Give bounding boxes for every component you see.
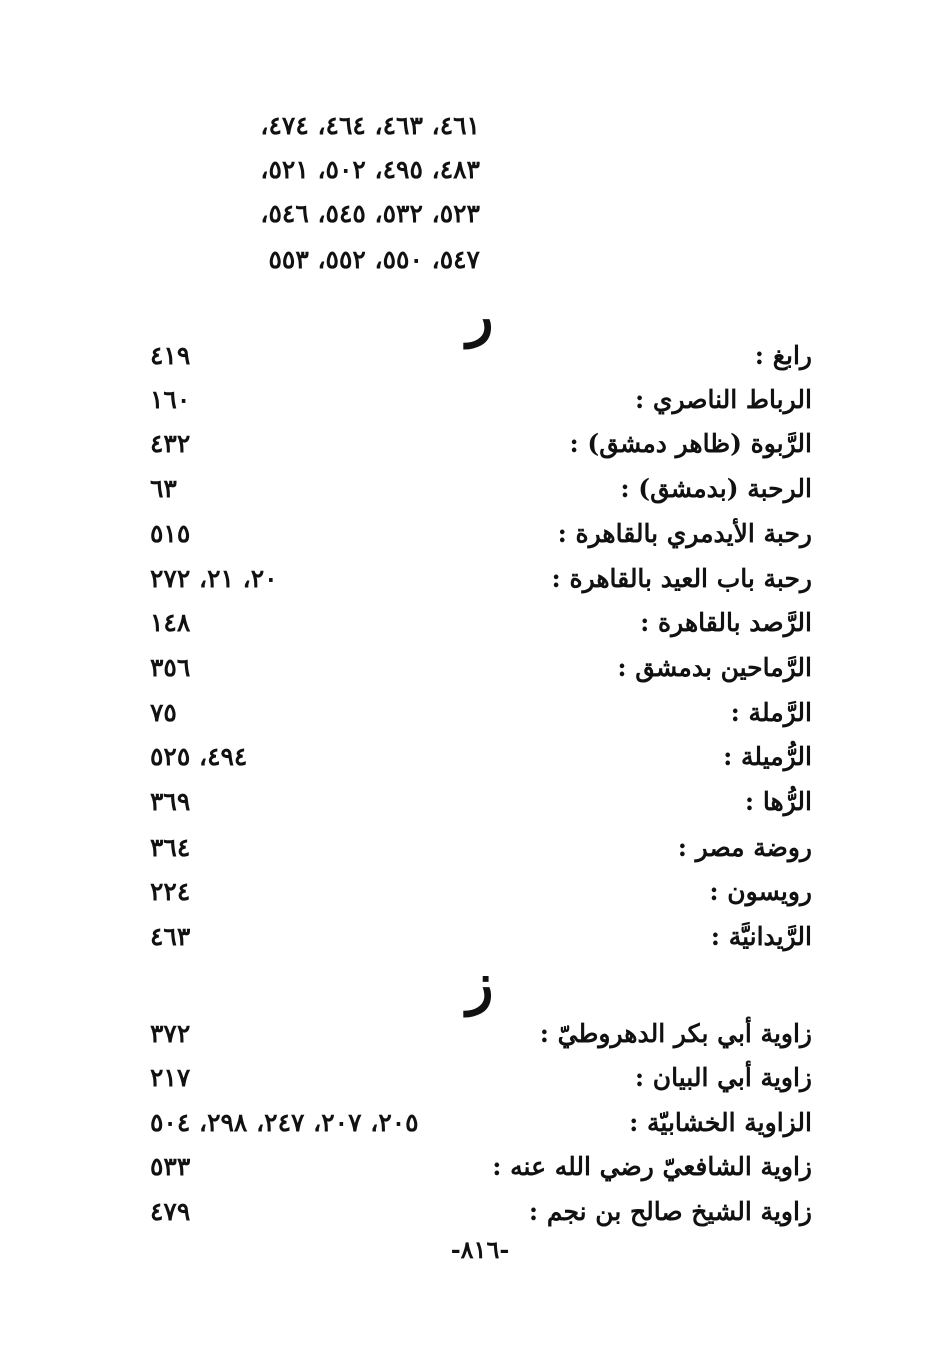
continuation-line: ٤٨٣، ٤٩٥، ٥٠٢، ٥٢١، [260,155,480,184]
entry-pages: ٤٣٢ [150,429,191,458]
index-entry [150,872,812,912]
entry-name: زاوية أبي بكر الدهروطيّ : [539,1019,812,1048]
entry-pages: ٤٦٣ [150,922,191,951]
index-entry [150,380,812,420]
index-entry [150,469,812,509]
entry-pages: ٤٧٩ [150,1197,191,1226]
entry-pages: ٢٠، ٢١، ٢٧٢ [150,564,278,593]
index-entry [150,514,812,554]
entry-name: الرباط الناصري : [634,385,812,414]
entry-name: رحبة باب العيد بالقاهرة : [551,564,812,593]
entry-pages: ٧٥ [150,698,177,727]
entry-name: الرَّماحين بدمشق : [617,653,812,682]
index-entry [150,1103,812,1143]
section-letter-zay: ز [466,951,494,1017]
continuation-line: ٥٢٣، ٥٣٢، ٥٤٥، ٥٤٦، [260,199,480,228]
entry-name: رحبة الأيدمري بالقاهرة : [557,519,812,548]
entry-pages: ٦٣ [150,474,177,503]
continuation-line: ٥٤٧، ٥٥٠، ٥٥٢، ٥٥٣ [268,245,480,274]
entry-pages: ٤١٩ [150,341,191,370]
entry-pages: ٥١٥ [150,519,191,548]
entry-pages: ٣٥٦ [150,653,191,682]
entry-name: رابغ : [754,341,812,370]
entry-name: الرَّصد بالقاهرة : [640,608,812,637]
entry-name: زاوية الشيخ صالح بن نجم : [528,1197,812,1226]
entry-name: الرُّها : [744,787,812,816]
entry-name: الرَّملة : [730,698,812,727]
index-entry [150,424,812,464]
index-entry [150,693,812,733]
entry-pages: ٣٧٢ [150,1019,191,1048]
entry-name: الزاوية الخشابيّة : [629,1108,812,1137]
index-entry [150,1014,812,1054]
entry-name: زاوية أبي البيان : [634,1063,812,1092]
entry-pages: ٣٦٩ [150,787,191,816]
entry-name: روضة مصر : [677,833,812,862]
entry-pages: ٢١٧ [150,1063,191,1092]
index-entry [150,737,812,777]
index-entry [150,1192,812,1232]
entry-name: الرَّبوة (ظاهر دمشق) : [569,429,812,458]
entry-name: الرحبة (بدمشق) : [620,474,812,503]
entry-name: رويسون : [709,877,812,906]
entry-pages: ٥٣٣ [150,1152,191,1181]
index-entry [150,828,812,868]
entry-pages: ٣٦٤ [150,833,191,862]
index-entry [150,603,812,643]
index-entry [150,1147,812,1187]
entry-name: الرَّيدانيَّة : [710,922,812,951]
index-entry [150,336,812,376]
entry-pages: ١٦٠ [150,385,191,414]
entry-name: زاوية الشافعيّ رضي الله عنه : [492,1152,812,1181]
index-entry [150,782,812,822]
entry-pages: ٢٠٥، ٢٠٧، ٢٤٧، ٢٩٨، ٥٠٤ [150,1108,419,1137]
index-entry [150,1058,812,1098]
section-letter-ra: ر [466,283,494,349]
index-entry [150,559,812,599]
entry-pages: ٢٢٤ [150,877,191,906]
entry-name: الرُّميلة : [723,742,812,771]
index-entry [150,648,812,688]
continuation-line: ٤٦١، ٤٦٣، ٤٦٤، ٤٧٤، [260,111,480,140]
page-number: -٨١٦- [450,1235,510,1264]
entry-pages: ١٤٨ [150,608,191,637]
entry-pages: ٤٩٤، ٥٢٥ [150,742,248,771]
